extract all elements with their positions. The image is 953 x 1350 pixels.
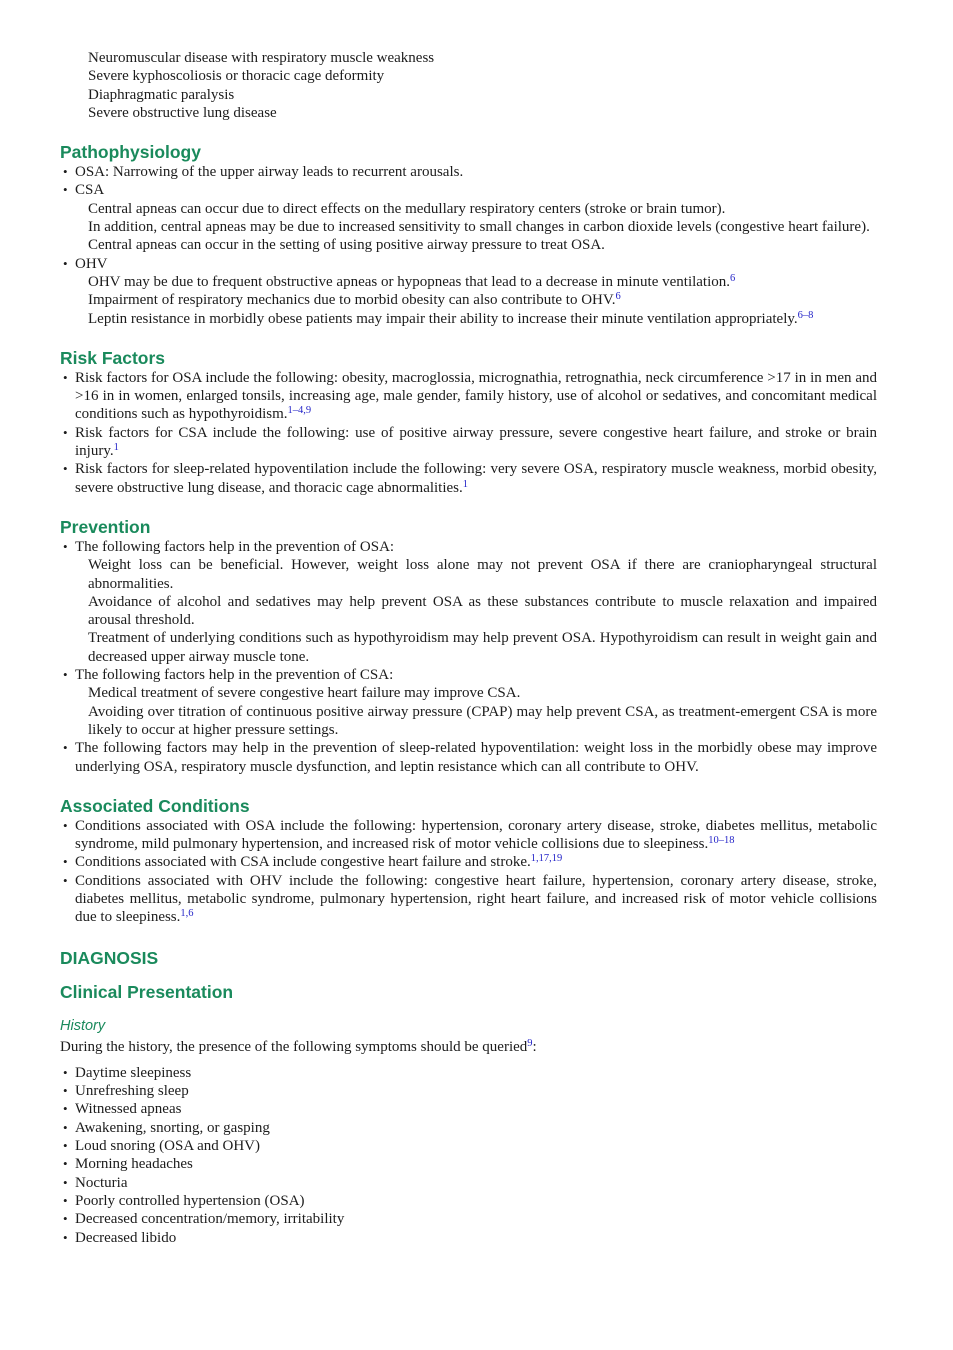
list-subitem (60, 218, 877, 236)
list-item (60, 1064, 877, 1082)
list-subitem (60, 291, 877, 309)
list-subitem (60, 104, 877, 122)
bullet-marker: • (63, 1101, 68, 1117)
history-heading: History (60, 1017, 106, 1034)
list-subitem (60, 684, 877, 702)
bullet-marker: • (63, 1211, 68, 1227)
list-item (60, 666, 877, 684)
item-text: Risk factors for CSA include the following: use of positive airway pressure, severe congestive heart failure, and stroke or brain injury. (75, 424, 877, 460)
list-item (60, 255, 877, 273)
item-text: Severe obstructive lung disease (88, 104, 277, 121)
item-text: Decreased concentration/memory, irritability (75, 1211, 345, 1228)
list-item (60, 181, 877, 199)
bullet-marker: • (63, 1083, 68, 1099)
bullet-marker: • (63, 1156, 68, 1172)
item-text: Avoiding over titration of continuous positive airway pressure (CPAP) may help prevent CSA, as treatment-emergent CSA is more likely to occur at higher pressure settings. (88, 703, 877, 738)
list-item (60, 872, 877, 927)
list-item (60, 853, 877, 871)
item-text: Central apneas can occur due to direct effects on the medullary respiratory centers (stroke or brain tumor). (88, 200, 726, 217)
item-text: OHV (75, 255, 108, 272)
item-text: Risk factors for OSA include the following: obesity, macroglossia, micrognathia, retrognathia, neck circumference >17 in in men and >16 in in women, enlarged tonsils, increasing age, male gender, family history, use of alcohol or sedatives, and concomitant medical conditions such as hypothyroidism. (75, 369, 877, 423)
bullet-marker: • (63, 1174, 68, 1190)
bullet-marker: • (63, 1064, 68, 1080)
bullet-marker: • (63, 817, 68, 833)
item-text: Severe kyphoscoliosis or thoracic cage deformity (88, 68, 385, 85)
bullet-marker: • (63, 1138, 68, 1154)
item-text: Unrefreshing sleep (75, 1083, 189, 1100)
list-subitem (60, 200, 877, 218)
item-text: Medical treatment of severe congestive heart failure may improve CSA. (88, 685, 521, 702)
section (60, 348, 877, 497)
item-text: Impairment of respiratory mechanics due to morbid obesity can also contribute to OHV. (88, 292, 616, 309)
list-item (60, 1174, 877, 1192)
item-text: OHV may be due to frequent obstructive apneas or hypopneas that lead to a decrease in minute ventilation. (88, 273, 731, 290)
section-heading: Associated Conditions (60, 795, 250, 816)
item-text: Treatment of underlying conditions such as hypothyroidism may help prevent OSA. Hypothyroidism can result in weight gain and decreased upper airway muscle tone. (88, 630, 877, 665)
item-text: In addition, central apneas may be due to increased sensitivity to small changes in carbon dioxide levels (congestive heart failure). (88, 219, 870, 236)
bullet-marker: • (63, 369, 68, 385)
item-text: Awakening, snorting, or gasping (75, 1119, 270, 1136)
citation-link[interactable]: 10–18 (708, 835, 735, 847)
list-subitem (60, 67, 877, 85)
bullet-marker: • (63, 182, 68, 198)
bullet-marker: • (63, 1192, 68, 1208)
bullet-marker: • (63, 255, 68, 271)
section (60, 517, 877, 776)
list-item (60, 1082, 877, 1100)
list-item (60, 369, 877, 424)
section-heading: Prevention (60, 516, 151, 537)
section (60, 142, 877, 328)
symptom-list (60, 1064, 877, 1247)
list-item (60, 817, 877, 854)
citation-link[interactable]: 6 (615, 291, 621, 303)
clinical-presentation-heading: Clinical Presentation (60, 981, 234, 1002)
item-text: Decreased libido (75, 1229, 177, 1246)
item-text: Diaphragmatic paralysis (88, 86, 235, 103)
history-intro-text: During the history, the presence of the following symptoms should be queried (60, 1038, 528, 1055)
item-text: Central apneas can occur in the setting of using positive airway pressure to treat OSA. (88, 237, 605, 254)
bullet-marker: • (63, 872, 68, 888)
list-subitem (60, 310, 877, 328)
item-text: Leptin resistance in morbidly obese patients may impair their ability to increase their minute ventilation appropriately. (88, 310, 798, 327)
list-subitem (60, 49, 877, 67)
item-text: Witnessed apneas (75, 1101, 182, 1118)
list-item (60, 1155, 877, 1173)
item-text: Daytime sleepiness (75, 1064, 192, 1081)
list-subitem (60, 273, 877, 291)
item-text: Risk factors for sleep-related hypoventilation include the following: very severe OSA, respiratory muscle weakness, morbid obesity, severe obstructive lung disease, and thoracic cage abnormalities. (75, 461, 877, 496)
item-text: OSA: Narrowing of the upper airway leads to recurrent arousals. (75, 164, 464, 181)
citation-link[interactable]: 9 (527, 1037, 533, 1049)
history-intro-tail: : (532, 1038, 537, 1055)
list-item (60, 538, 877, 556)
list-item (60, 1192, 877, 1210)
item-text: The following factors may help in the prevention of sleep-related hypoventilation: weight loss in the morbidly obese may improve underlying OSA, respiratory muscle dysfunction, and leptin resistance which can all contribute to OHV. (75, 740, 877, 775)
item-text: Avoidance of alcohol and sedatives may help prevent OSA as these substances contribute to muscle relaxation and impaired arousal threshold. (88, 593, 877, 629)
bullet-marker: • (63, 1119, 68, 1135)
item-text: Conditions associated with OSA include the following: hypertension, coronary artery disease, stroke, diabetes mellitus, metabolic syndrome, mild pulmonary hypertension, and increased risk of motor vehicle collisions due to sleepiness. (75, 817, 877, 853)
list-item (60, 739, 877, 776)
list-item (60, 1119, 877, 1137)
continued-list (60, 49, 877, 122)
bullet-marker: • (63, 538, 68, 554)
item-text: Morning headaches (75, 1156, 193, 1173)
list-subitem (60, 629, 877, 666)
list-subitem (60, 593, 877, 630)
item-text: Nocturia (75, 1174, 128, 1191)
item-text: CSA (75, 182, 105, 199)
bullet-marker: • (63, 424, 68, 440)
bullet-marker: • (63, 667, 68, 683)
bullet-marker: • (63, 854, 68, 870)
item-text: Conditions associated with CSA include congestive heart failure and stroke. (75, 854, 531, 871)
list-item (60, 424, 877, 461)
citation-link[interactable]: 1 (113, 442, 119, 454)
section (60, 796, 877, 927)
list-item (60, 163, 877, 181)
list-item (60, 1137, 877, 1155)
item-text: Conditions associated with OHV include the following: congestive heart failure, hypertension, coronary artery disease, stroke, diabetes mellitus, metabolic syndrome, pulmonary hypertension, right heart failure, and increased risk of motor vehicle collisions due to sleepiness. (75, 872, 877, 926)
list-item (60, 1210, 877, 1228)
citation-link[interactable]: 1–4,9 (287, 405, 312, 417)
citation-link[interactable]: 6 (730, 272, 736, 284)
bullet-marker: • (63, 1229, 68, 1245)
item-text: Poorly controlled hypertension (OSA) (75, 1192, 305, 1209)
bullet-marker: • (63, 461, 68, 477)
citation-link[interactable]: 6–8 (797, 309, 814, 321)
diagnosis-heading: DIAGNOSIS (60, 947, 159, 968)
item-text: Loud snoring (OSA and OHV) (75, 1138, 260, 1155)
list-item (60, 1229, 877, 1247)
citation-link[interactable]: 1 (462, 478, 469, 490)
bullet-marker: • (63, 740, 68, 756)
list-subitem (60, 556, 877, 593)
item-text: The following factors help in the prevention of CSA: (75, 667, 394, 684)
list-subitem (60, 236, 877, 254)
bullet-marker: • (63, 164, 68, 180)
item-text: Neuromuscular disease with respiratory muscle weakness (88, 50, 435, 66)
list-subitem (60, 86, 877, 104)
diagnosis-section (60, 948, 877, 1247)
section-heading: Risk Factors (60, 347, 166, 368)
item-text: Weight loss can be beneficial. However, weight loss alone may not prevent OSA if there are craniopharyngeal structural abnormalities. (88, 557, 877, 592)
history-intro-paragraph (60, 1038, 877, 1056)
list-subitem (60, 703, 877, 740)
citation-link[interactable]: 1,17,19 (530, 853, 563, 865)
list-item (60, 460, 877, 497)
sections (60, 142, 877, 926)
list-item (60, 1100, 877, 1118)
section-heading: Pathophysiology (60, 142, 201, 163)
item-text: The following factors help in the prevention of OSA: (75, 538, 395, 555)
citation-link[interactable]: 1,6 (180, 908, 194, 920)
